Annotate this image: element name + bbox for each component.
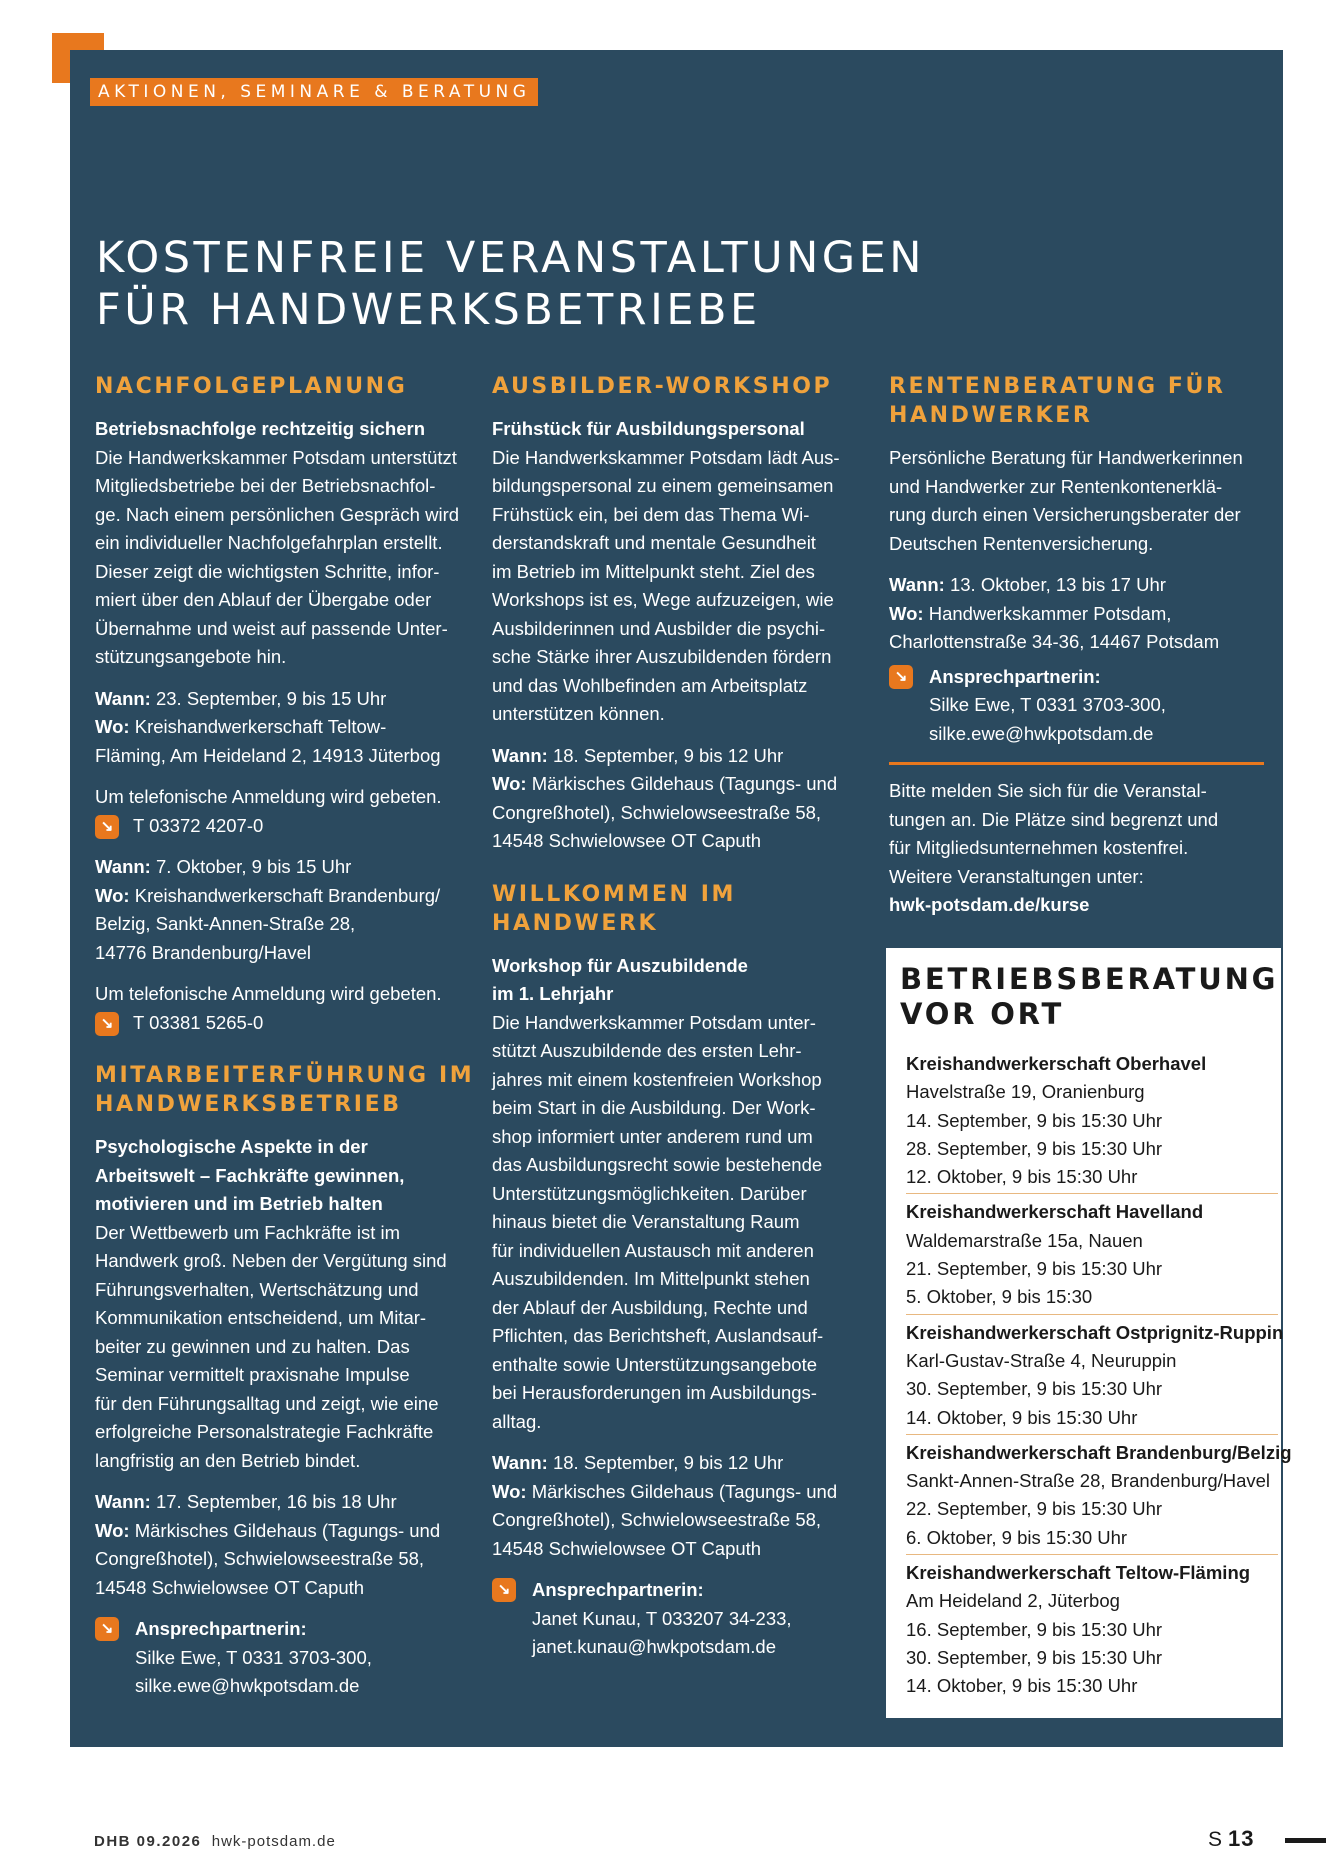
registration-note: Um telefonische Anmeldung wird gebeten.: [95, 786, 442, 807]
column-2: [492, 372, 864, 1662]
event-details: Wann: 17. September, 16 bis 18 Uhr Wo: Märkisches Gildehaus (Tagungs- und Congreßhotel), Schwielowseestraße 58, 14548 Schwielowsee OT Caputh: [95, 1491, 441, 1598]
email-link[interactable]: silke.ewe@hwkpotsdam.de: [135, 1675, 360, 1696]
arrow-icon: ↘: [95, 815, 119, 839]
registration-notice: Bitte melden Sie sich für die Veranstal- tungen an. Die Plätze sind begrenzt und für Mitgliedsunternehmen kostenfrei. Weitere Veranstaltungen unter: hwk-potsdam.de/kurse: [889, 777, 1269, 920]
list-item: Kreishandwerkerschaft Havelland Waldemarstraße 15a, Nauen 21. September, 9 bis 15:30 Uhr 5. Oktober, 9 bis 15:30: [906, 1198, 1278, 1314]
contact-block: ↘ Ansprechpartnerin: Silke Ewe, T 0331 3703-300, silke.ewe@hwkpotsdam.de: [889, 663, 1269, 749]
email-link[interactable]: silke.ewe@hwkpotsdam.de: [929, 722, 1154, 744]
location-list: [906, 1050, 1292, 1707]
divider: [889, 762, 1264, 765]
contact-block: ↘ Ansprechpartnerin: Janet Kunau, T 033207 34-233, janet.kunau@hwkpotsdam.de: [492, 1576, 864, 1662]
section-body: Persönliche Beratung für Handwerkerinnen und Handwerker zur Rentenkontenerklä- rung durch einen Versicherungsberater der Deutschen Rentenversicherung.: [889, 447, 1243, 554]
section-subtitle: Psychologische Aspekte in der Arbeitswelt – Fachkräfte gewinnen, motivieren und im Betrieb halten: [95, 1136, 405, 1214]
footer-issue: DHB 09.2026 hwk-potsdam.de: [94, 1833, 336, 1850]
betriebsberatung-box: [886, 948, 1292, 1718]
list-item: Kreishandwerkerschaft Teltow-Fläming Am Heideland 2, Jüterbog 16. September, 9 bis 15:30 Uhr 30. September, 9 bis 15:30 Uhr 14. Oktober, 9 bis 15:30 Uhr: [906, 1562, 1251, 1697]
list-item: Kreishandwerkerschaft Brandenburg/Belzig Sankt-Annen-Straße 28, Brandenburg/Havel 22. September, 9 bis 15:30 Uhr 6. Oktober, 9 bis 15:30 Uhr: [906, 1439, 1278, 1555]
section-subtitle: Workshop für Auszubildende im 1. Lehrjahr: [492, 954, 748, 1004]
section-body: Die Handwerkskammer Potsdam lädt Aus- bildungspersonal zu einem gemeinsamen Frühstück ein, bei dem das Thema Wi- derstandskraft und mentale Gesundheit im Betrieb im Mittelpunkt steht. Ziel des Workshops ist es, Wege aufzuzeigen, wie Ausbilderinnen und Ausbilder die psychi- sche Stärke ihrer Auszubildenden fördern und das Wohlbefinden am Arbeitsplatz unterstützen können.: [492, 446, 840, 724]
registration-note: Um telefonische Anmeldung wird gebeten.: [95, 983, 442, 1004]
footer-site-link[interactable]: hwk-potsdam.de: [211, 1833, 336, 1850]
column-1: [95, 372, 475, 1701]
section-body: Die Handwerkskammer Potsdam unterstützt Mitgliedsbetriebe bei der Betriebsnachfol- ge. Nach einem persönlichen Gespräch wird ein individueller Nachfolgefahrplan erstellt. Dieser zeigt die wichtigsten Schritte, infor- miert über den Ablauf der Übergabe oder Übernahme und weist auf passende Unter- stützungsangebote hin.: [95, 446, 460, 667]
section-heading-willkommen: WILLKOMMEN IM HANDWERK: [492, 881, 737, 936]
kicker: AKTIONEN, SEMINARE & BERATUNG: [90, 78, 538, 106]
box-title: BETRIEBSBERATUNG VOR ORT: [900, 962, 1279, 1031]
phone-line: [95, 1009, 467, 1038]
section-heading-ausbilder: AUSBILDER-WORKSHOP: [492, 374, 833, 399]
courses-link[interactable]: hwk-potsdam.de/kurse: [889, 894, 1090, 915]
phone-line: [95, 812, 467, 841]
event-details: Wann: 7. Oktober, 9 bis 15 Uhr Wo: Kreishandwerkerschaft Brandenburg/ Belzig, Sankt-Annen-Straße 28, 14776 Brandenburg/Havel: [95, 856, 441, 963]
section-subtitle: Betriebsnachfolge rechtzeitig sichern: [95, 418, 426, 439]
event-details: Wann: 13. Oktober, 13 bis 17 Uhr Wo: Handwerkskammer Potsdam, Charlottenstraße 34-36, 14467 Potsdam: [889, 574, 1220, 652]
event-details: Wann: 18. September, 9 bis 12 Uhr Wo: Märkisches Gildehaus (Tagungs- und Congreßhotel), Schwielowseestraße 58, 14548 Schwielowsee OT Caputh: [492, 1452, 838, 1559]
page-title: KOSTENFREIE VERANSTALTUNGEN FÜR HANDWERKSBETRIEBE: [96, 233, 925, 335]
section-heading-rentenberatung: RENTENBERATUNG FÜR HANDWERKER: [889, 374, 1226, 428]
section-heading-mitarbeiterfuehrung: MITARBEITERFÜHRUNG IM HANDWERKSBETRIEB: [95, 1063, 475, 1117]
list-item: Kreishandwerkerschaft Ostprignitz-Ruppin Karl-Gustav-Straße 4, Neuruppin 30. September, 9 bis 15:30 Uhr 14. Oktober, 9 bis 15:30 Uhr: [906, 1319, 1278, 1435]
contact-block: ↘ Ansprechpartnerin: Silke Ewe, T 0331 3703-300, silke.ewe@hwkpotsdam.de: [95, 1615, 467, 1701]
arrow-icon: ↘: [95, 1617, 119, 1641]
list-item: Kreishandwerkerschaft Oberhavel Havelstraße 19, Oranienburg 14. September, 9 bis 15:30 Uhr 28. September, 9 bis 15:30 Uhr 12. Oktober, 9 bis 15:30 Uhr: [906, 1050, 1278, 1194]
section-subtitle: Frühstück für Ausbildungspersonal: [492, 418, 805, 439]
arrow-icon: ↘: [889, 665, 913, 689]
column-3: [889, 372, 1269, 920]
page-number: S 13: [1208, 1826, 1255, 1851]
arrow-icon: ↘: [95, 1012, 119, 1036]
section-heading-nachfolge: NACHFOLGEPLANUNG: [95, 374, 408, 399]
footer-bar: [1285, 1838, 1326, 1843]
email-link[interactable]: janet.kunau@hwkpotsdam.de: [532, 1636, 777, 1657]
section-body: Der Wettbewerb um Fachkräfte ist im Handwerk groß. Neben der Vergütung sind Führungsverhalten, Wertschätzung und Kommunikation entscheidend, um Mitar- beiter zu gewinnen und zu halten. Das Seminar vermittelt praxisnahe Impulse für den Führungsalltag und zeigt, wie eine erfolgreiche Personalstrategie Fachkräfte langfristig an den Betrieb bindet.: [95, 1221, 447, 1471]
event-details: Wann: 18. September, 9 bis 12 Uhr Wo: Märkisches Gildehaus (Tagungs- und Congreßhotel), Schwielowseestraße 58, 14548 Schwielowsee OT Caputh: [492, 744, 838, 851]
phone-link[interactable]: T 03381 5265-0: [133, 1011, 264, 1033]
event-details: Wann: 23. September, 9 bis 15 Uhr Wo: Kreishandwerkerschaft Teltow- Fläming, Am Heideland 2, 14913 Jüterbog: [95, 687, 441, 766]
section-body: Die Handwerkskammer Potsdam unter- stützt Auszubildende des ersten Lehr- jahres mit einem kostenfreien Workshop beim Start in die Ausbildung. Der Work- shop informiert unter anderem rund um das Ausbildungsrecht sowie bestehende Unterstützungsmöglichkeiten. Darüber hinaus bietet die Veranstaltung Raum für individuellen Austausch mit anderen Auszubildenden. Im Mittelpunkt stehen der Ablauf der Ausbildung, Rechte und Pflichten, das Berichtsheft, Auslandsauf- enthalte sowie Unterstützungsangebote bei Herausforderungen im Ausbildungs- alltag.: [492, 1011, 824, 1432]
arrow-icon: ↘: [492, 1578, 516, 1602]
phone-link[interactable]: T 03372 4207-0: [133, 814, 264, 836]
